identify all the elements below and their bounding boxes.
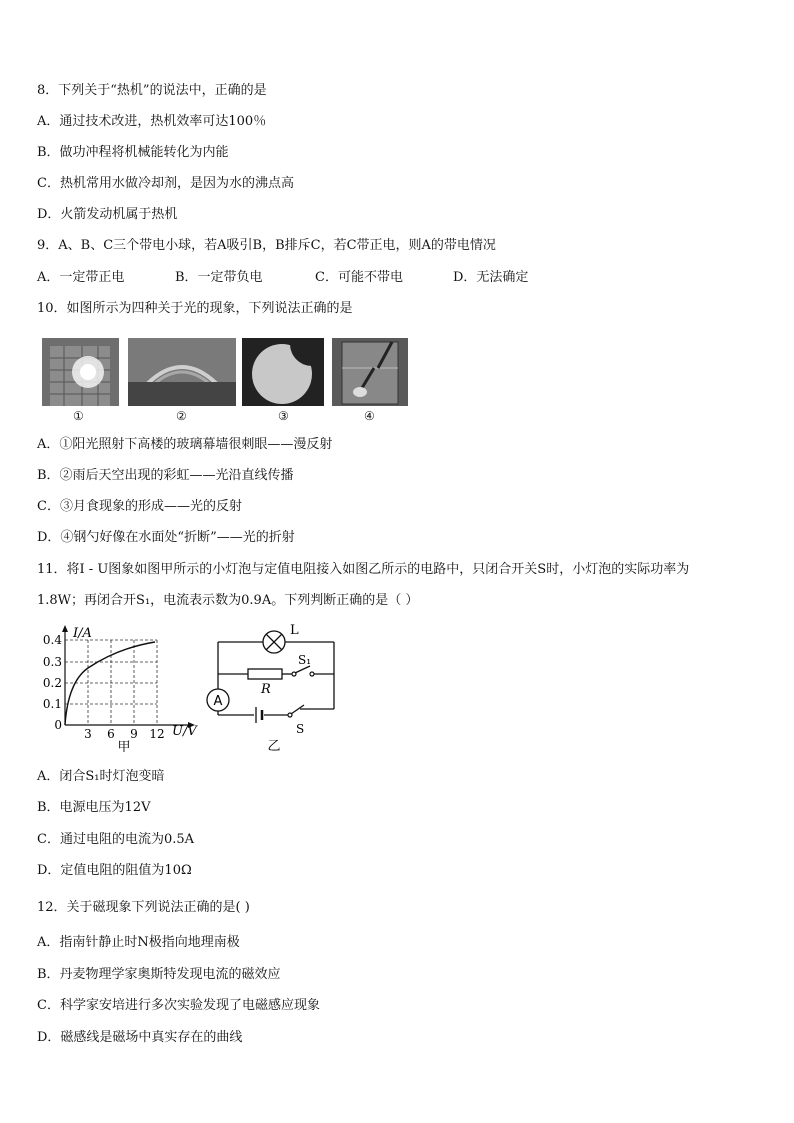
resistor-icon [248,669,282,679]
photo-rainbow [128,338,236,406]
q9-option-a: A．一定带正电 [37,270,125,285]
q11-stem-line1: 11．将I - U图象如图甲所示的小灯泡与定值电阻接入如图乙所示的电路中，只闭合开关S时，小灯泡的实际功率为 [37,562,690,577]
q12-option-c: C．科学家安培进行多次实验发现了电磁感应现象 [37,998,320,1013]
q12-option-b: B．丹麦物理学家奥斯特发现电流的磁效应 [37,967,281,982]
x-tick: 12 [149,727,165,741]
q9-option-c: C．可能不带电 [315,270,403,285]
photo-glass-building [42,338,119,406]
q8-stem: 8．下列关于“热机”的说法中，正确的是 [37,83,267,98]
y-tick: 0.2 [42,676,62,690]
q8-option-a: A．通过技术改进，热机效率可达100％ [37,114,267,129]
caption-1: ① [73,409,84,423]
photo-lunar-eclipse [242,338,324,406]
q11-option-a: A．闭合S₁时灯泡变暗 [37,769,165,784]
q9-option-d: D．无法确定 [453,270,529,285]
y-tick: 0.3 [42,655,62,669]
graph-caption: 甲 [117,740,131,752]
switch-s1-icon [295,666,310,673]
q10-option-c: C．③月食现象的形成——光的反射 [37,499,242,514]
q12-stem: 12．关于磁现象下列说法正确的是( ) [37,900,250,915]
q12-option-d: D．磁感线是磁场中真实存在的曲线 [37,1030,243,1045]
switch-s1-label: S₁ [298,653,312,667]
switch-s-label: S [296,722,305,736]
q11-stem-line2: 1.8W；再闭合开S₁，电流表示数为0.9A。下列判断正确的是（ ） [37,593,419,608]
q11-option-c: C．通过电阻的电流为0.5A [37,832,195,847]
q9-stem: 9．A、B、C三个带电小球，若A吸引B，B排斥C，若C带正电，则A的带电情况 [37,238,496,253]
y-axis-label: I/A [73,626,92,641]
q10-option-d: D．④钢勺好像在水面处“折断”——光的折射 [37,530,295,545]
y-tick: 0.1 [42,697,62,711]
q10-option-b: B．②雨后天空出现的彩虹——光沿直线传播 [37,468,294,483]
circuit-caption: 乙 [267,739,281,752]
q11-option-b: B．电源电压为12V [37,800,151,815]
x-tick: 9 [130,727,138,741]
q8-option-c: C．热机常用水做冷却剂，是因为水的沸点高 [37,176,294,191]
resistor-label: R [261,682,271,697]
q9-options [37,270,528,286]
caption-4: ④ [364,409,375,423]
iu-graph [38,622,208,752]
caption-2: ② [176,409,187,423]
ammeter-label: A [213,694,223,709]
y-tick: 0.4 [42,633,62,647]
q8-option-d: D．火箭发动机属于热机 [37,207,178,222]
q8-option-b: B．做功冲程将机械能转化为内能 [37,145,229,160]
x-tick: 6 [107,727,115,741]
x-tick: 3 [84,727,92,741]
x-axis-label: U/V [172,724,197,739]
y-tick: 0 [54,718,62,732]
q10-option-a: A．①阳光照射下高楼的玻璃幕墙很刺眼——漫反射 [37,437,333,452]
photo-spoon-in-water [332,338,408,406]
circuit-diagram [200,622,350,752]
q11-option-d: D．定值电阻的阻值为10Ω [37,863,192,878]
q10-stem: 10．如图所示为四种关于光的现象，下列说法正确的是 [37,301,353,316]
q9-option-b: B．一定带负电 [175,270,263,285]
caption-3: ③ [278,409,289,423]
q12-option-a: A．指南针静止时N极指向地理南极 [37,935,240,950]
lamp-label: L [290,623,299,638]
